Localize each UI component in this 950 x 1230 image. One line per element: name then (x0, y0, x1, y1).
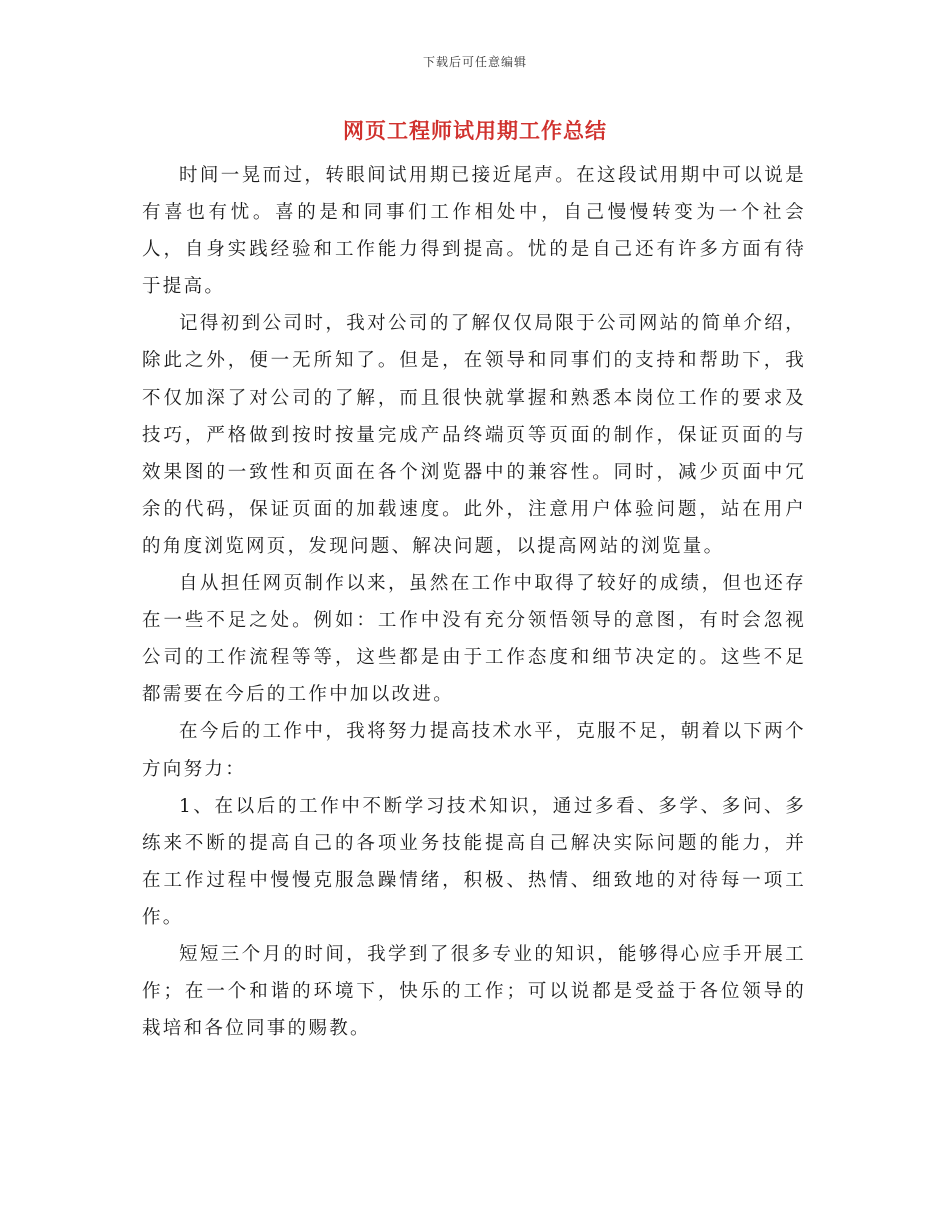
paragraph-6: 短短三个月的时间，我学到了很多专业的知识，能够得心应手开展工作；在一个和谐的环境下，快乐的工作；可以说都是受益于各位领导的栽培和各位同事的赐教。 (142, 943, 806, 1040)
paragraph-5: 1、在以后的工作中不断学习技术知识，通过多看、多学、多问、多练来不断的提高自己的各项业务技能提高自己解决实际问题的能力，并在工作过程中慢慢克服急躁情绪，积极、热情、细致地的对待每一项工作。 (142, 795, 806, 928)
paragraph-2: 记得初到公司时，我对公司的了解仅仅局限于公司网站的简单介绍，除此之外，便一无所知了。但是，在领导和同事们的支持和帮助下，我不仅加深了对公司的了解，而且很快就掌握和熟悉本岗位工作的要求及技巧，严格做到按时按量完成产品终端页等页面的制作，保证页面的与效果图的一致性和页面在各个浏览器中的兼容性。同时，减少页面中冗余的代码，保证页面的加载速度。此外，注意用户体验问题，站在用户的角度浏览网页，发现问题、解决问题，以提高网站的浏览量。 (142, 313, 806, 557)
header-note: 下载后可任意编辑 (422, 55, 527, 69)
document-body (142, 157, 806, 1047)
paragraph-1: 时间一晃而过，转眼间试用期已接近尾声。在这段试用期中可以说是有喜也有忧。喜的是和同事们工作相处中，自己慢慢转变为一个社会人，自身实践经验和工作能力得到提高。忧的是自己还有许多方面有待于提高。 (142, 165, 806, 298)
paragraph-3: 自从担任网页制作以来，虽然在工作中取得了较好的成绩，但也还存在一些不足之处。例如：工作中没有充分领悟领导的意图，有时会忽视公司的工作流程等等，这些都是由于工作态度和细节决定的。这些不足都需要在今后的工作中加以改进。 (142, 573, 806, 706)
document-title: 网页工程师试用期工作总结 (343, 118, 607, 143)
paragraph-4: 在今后的工作中，我将努力提高技术水平，克服不足，朝着以下两个方向努力： (142, 721, 806, 780)
